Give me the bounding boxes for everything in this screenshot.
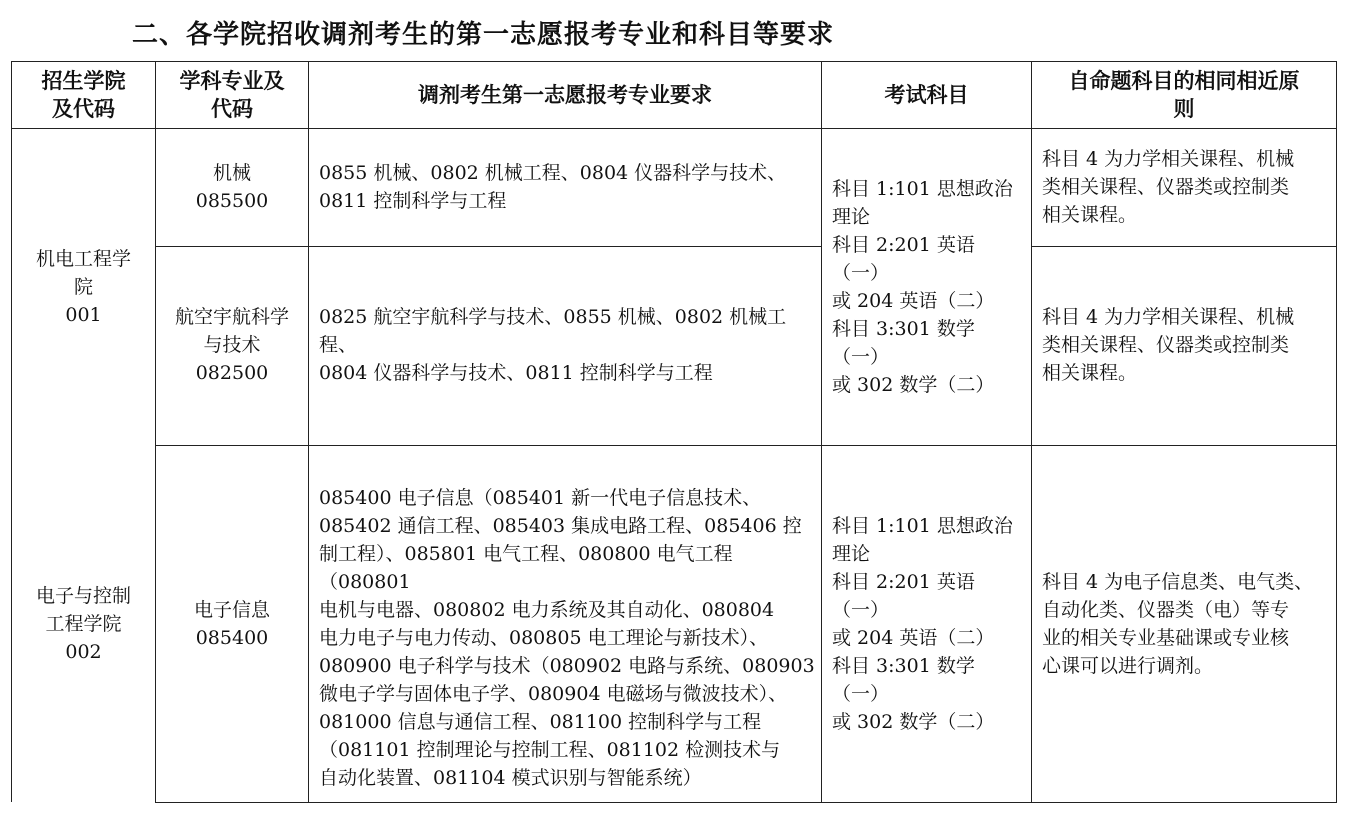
principle-cell: 科目 4 为电子信息类、电气类、 自动化类、仪器类（电）等专 业的相关专业基础课或专业核 心课可以进行调剂。	[1042, 571, 1314, 677]
requirement-cell: 0855 机械、0802 机械工程、0804 仪器科学与技术、 0811 控制科学与工程	[319, 162, 787, 212]
major-cell: 航空宇航科学 与技术 082500	[174, 306, 289, 384]
requirement-cell: 085400 电子信息（085401 新一代电子信息技术、 085402 通信工程、085403 集成电路工程、085406 控 制工程）、085801 电气工程、080800 电气工程（080801 电机与电器、080802 电力系统及其自动化、080804 电力电子与电力传动、080805 电工理论与新技术）、 080900 电子科学与技术（080902 电路与系统、080903 微电子学与固体电子学、080904 电磁场与微波技术）、 081000 信息与通信工程、081100 控制科学与工程 （081101 控制理论与控制工程、081102 检测技术与 自动化装置、081104 模式识别与智能系统）	[319, 487, 815, 789]
exam-subjects-cell: 科目 1:101 思想政治 理论 科目 2:201 英语（一） 或 204 英语（二） 科目 3:301 数学（一） 或 302 数学（二）	[832, 515, 1013, 733]
requirement-cell: 0825 航空宇航科学与技术、0855 机械、0802 机械工 程、 0804 仪器科学与技术、0811 控制科学与工程	[319, 306, 787, 384]
principle-cell: 科目 4 为力学相关课程、机械 类相关课程、仪器类或控制类 相关课程。	[1042, 306, 1295, 384]
column-header-major: 学科专业及 代码	[179, 69, 285, 121]
table-right-border	[1336, 61, 1337, 803]
table-bottom-border	[155, 802, 1337, 803]
column-header-principle: 自命题科目的相同相近原 则	[1068, 69, 1300, 121]
college-cell: 机电工程学 院 001	[35, 248, 131, 326]
major-cell: 电子信息 085400	[193, 599, 270, 649]
college-cell: 电子与控制 工程学院 002	[35, 585, 131, 663]
column-header-subjects: 考试科目	[884, 83, 969, 107]
principle-cell: 科目 4 为力学相关课程、机械 类相关课程、仪器类或控制类 相关课程。	[1042, 148, 1295, 226]
column-header-requirement: 调剂考生第一志愿报考专业要求	[418, 83, 712, 107]
major-cell: 机械 085500	[195, 162, 269, 212]
exam-subjects-cell: 科目 1:101 思想政治 理论 科目 2:201 英语（一） 或 204 英语（二） 科目 3:301 数学（一） 或 302 数学（二）	[832, 178, 1013, 396]
page-heading: 二、各学院招收调剂考生的第一志愿报考专业和科目等要求	[132, 20, 835, 50]
column-header-college: 招生学院 及代码	[41, 69, 126, 121]
